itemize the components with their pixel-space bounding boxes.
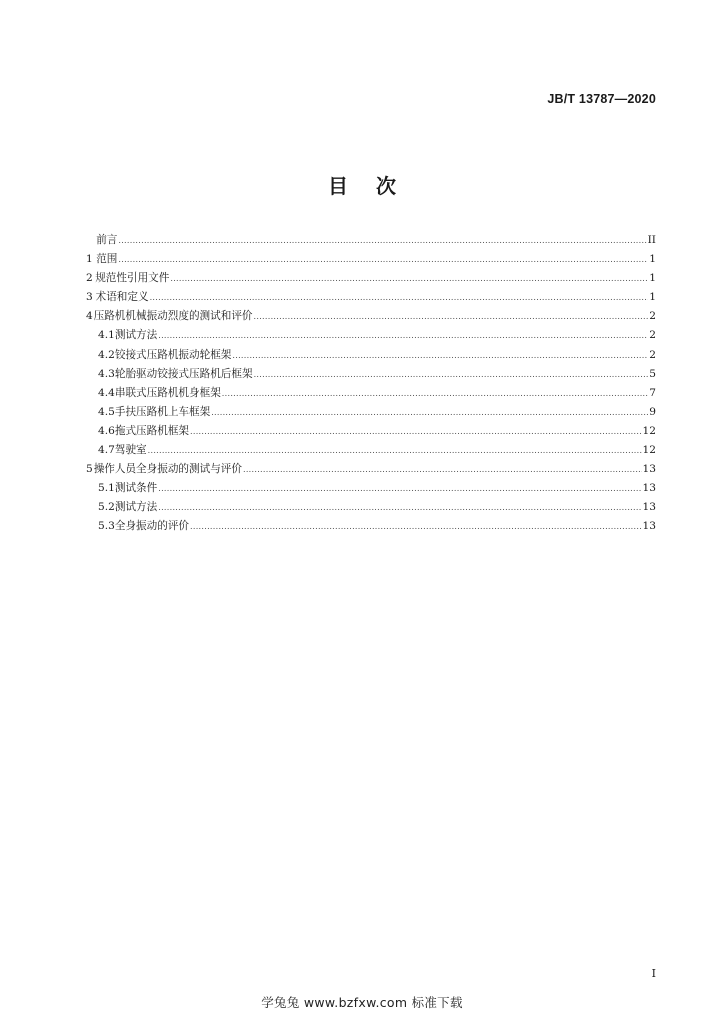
toc-entry[interactable] — [86, 365, 656, 384]
toc-entry-label: 前言 — [96, 234, 118, 246]
toc-entry-number: 4.7 — [98, 444, 115, 457]
toc-entry-page: 13 — [642, 520, 656, 533]
toc-entry[interactable] — [86, 479, 656, 498]
toc-entry-label: 测试方法 — [114, 329, 158, 342]
toc-leader-dots — [170, 269, 648, 288]
toc-entry[interactable] — [86, 517, 656, 536]
toc-entry[interactable] — [86, 346, 656, 365]
toc-entry-number: 1 — [86, 253, 93, 266]
toc-entry-label: 规范性引用文件 — [95, 272, 170, 285]
toc-entry-number: 4.5 — [98, 405, 115, 418]
toc-entry-page: 5 — [649, 367, 656, 380]
toc-entry-number: 4 — [86, 310, 93, 323]
toc-entry[interactable] — [86, 326, 656, 345]
toc-entry-number: 5.3 — [98, 520, 115, 533]
toc-entry-number: 4.4 — [98, 386, 115, 399]
toc-entry-page: II — [647, 234, 656, 246]
toc-leader-dots — [222, 384, 648, 403]
toc-leader-dots — [211, 403, 648, 422]
page-title: 目次 — [328, 174, 424, 198]
toc-leader-dots — [243, 460, 642, 479]
toc-leader-dots — [150, 288, 649, 307]
toc-entry-label: 测试方法 — [114, 501, 158, 514]
toc-entry-number: 4.3 — [98, 367, 115, 380]
toc-entry-label: 术语和定义 — [95, 291, 149, 304]
footer-watermark: 学兔兔 www.bzfxw.com 标准下载 — [261, 995, 463, 1010]
toc-entry-page: 1 — [649, 253, 656, 266]
toc-entry-page: 12 — [642, 444, 656, 457]
toc-entry-page: 9 — [649, 405, 656, 418]
toc-leader-dots — [158, 479, 641, 498]
toc-leader-dots — [158, 498, 641, 517]
toc-entry[interactable] — [86, 384, 656, 403]
toc-leader-dots — [118, 231, 646, 250]
toc-entry[interactable] — [86, 288, 656, 307]
toc-leader-dots — [190, 422, 642, 441]
toc-entry-number: 4.1 — [98, 329, 115, 342]
toc-entry-page: 2 — [649, 348, 656, 361]
toc-entry[interactable] — [86, 422, 656, 441]
toc-entry[interactable] — [86, 250, 656, 269]
toc-entry-page: 2 — [649, 329, 656, 342]
toc-entry-label: 轮胎驱动铰接式压路机后框架 — [114, 367, 253, 380]
toc-entry-label: 串联式压路机机身框架 — [114, 386, 221, 399]
toc-entry-number: 4.2 — [98, 348, 115, 361]
toc-entry-label: 压路机机械振动烈度的测试和评价 — [93, 310, 253, 323]
toc-entry-page: 1 — [649, 291, 656, 304]
toc-entry[interactable] — [86, 269, 656, 288]
toc-leader-dots — [254, 307, 649, 326]
toc-entry-number: 4.6 — [98, 424, 115, 437]
toc-entry[interactable] — [86, 498, 656, 517]
toc-entry-label: 手扶压路机上车框架 — [114, 405, 211, 418]
toc-entry-label: 范围 — [96, 253, 118, 266]
toc-entry-number: 5 — [86, 463, 93, 476]
toc-entry[interactable] — [86, 307, 656, 326]
toc-entry-page: 1 — [649, 272, 656, 285]
toc-entry-number: 5.2 — [98, 501, 115, 514]
toc-entry[interactable] — [86, 441, 656, 460]
toc-entry-label: 测试条件 — [114, 482, 158, 495]
toc-entry-page: 13 — [642, 482, 656, 495]
toc-entry-number: 3 — [86, 291, 93, 304]
toc-entry-label: 驾驶室 — [114, 444, 147, 457]
toc-entry-page: 12 — [642, 424, 656, 437]
toc-entry-page: 2 — [649, 310, 656, 323]
toc-entry-label: 全身振动的评价 — [114, 520, 190, 533]
toc-leader-dots — [254, 365, 649, 384]
toc-leader-dots — [118, 250, 648, 269]
toc-entry-number: 2 — [86, 272, 93, 285]
toc-leader-dots — [190, 517, 642, 536]
toc-entry[interactable] — [86, 231, 656, 250]
toc-entry-label: 拖式压路机框架 — [114, 424, 190, 437]
toc-leader-dots — [232, 346, 648, 365]
document-code: JB/T 13787—2020 — [547, 92, 656, 106]
toc-entry-number: 5.1 — [98, 482, 115, 495]
toc-entry[interactable] — [86, 460, 656, 479]
toc-entry[interactable] — [86, 403, 656, 422]
toc-entry-page: 7 — [649, 386, 656, 399]
toc-entry-label: 操作人员全身振动的测试与评价 — [93, 463, 242, 476]
table-of-contents — [86, 231, 656, 537]
toc-leader-dots — [148, 441, 642, 460]
toc-entry-label: 铰接式压路机振动轮框架 — [114, 348, 232, 361]
toc-entry-page: 13 — [642, 463, 656, 476]
toc-entry-page: 13 — [642, 501, 656, 514]
page-number: I — [651, 967, 656, 980]
toc-leader-dots — [158, 326, 648, 345]
